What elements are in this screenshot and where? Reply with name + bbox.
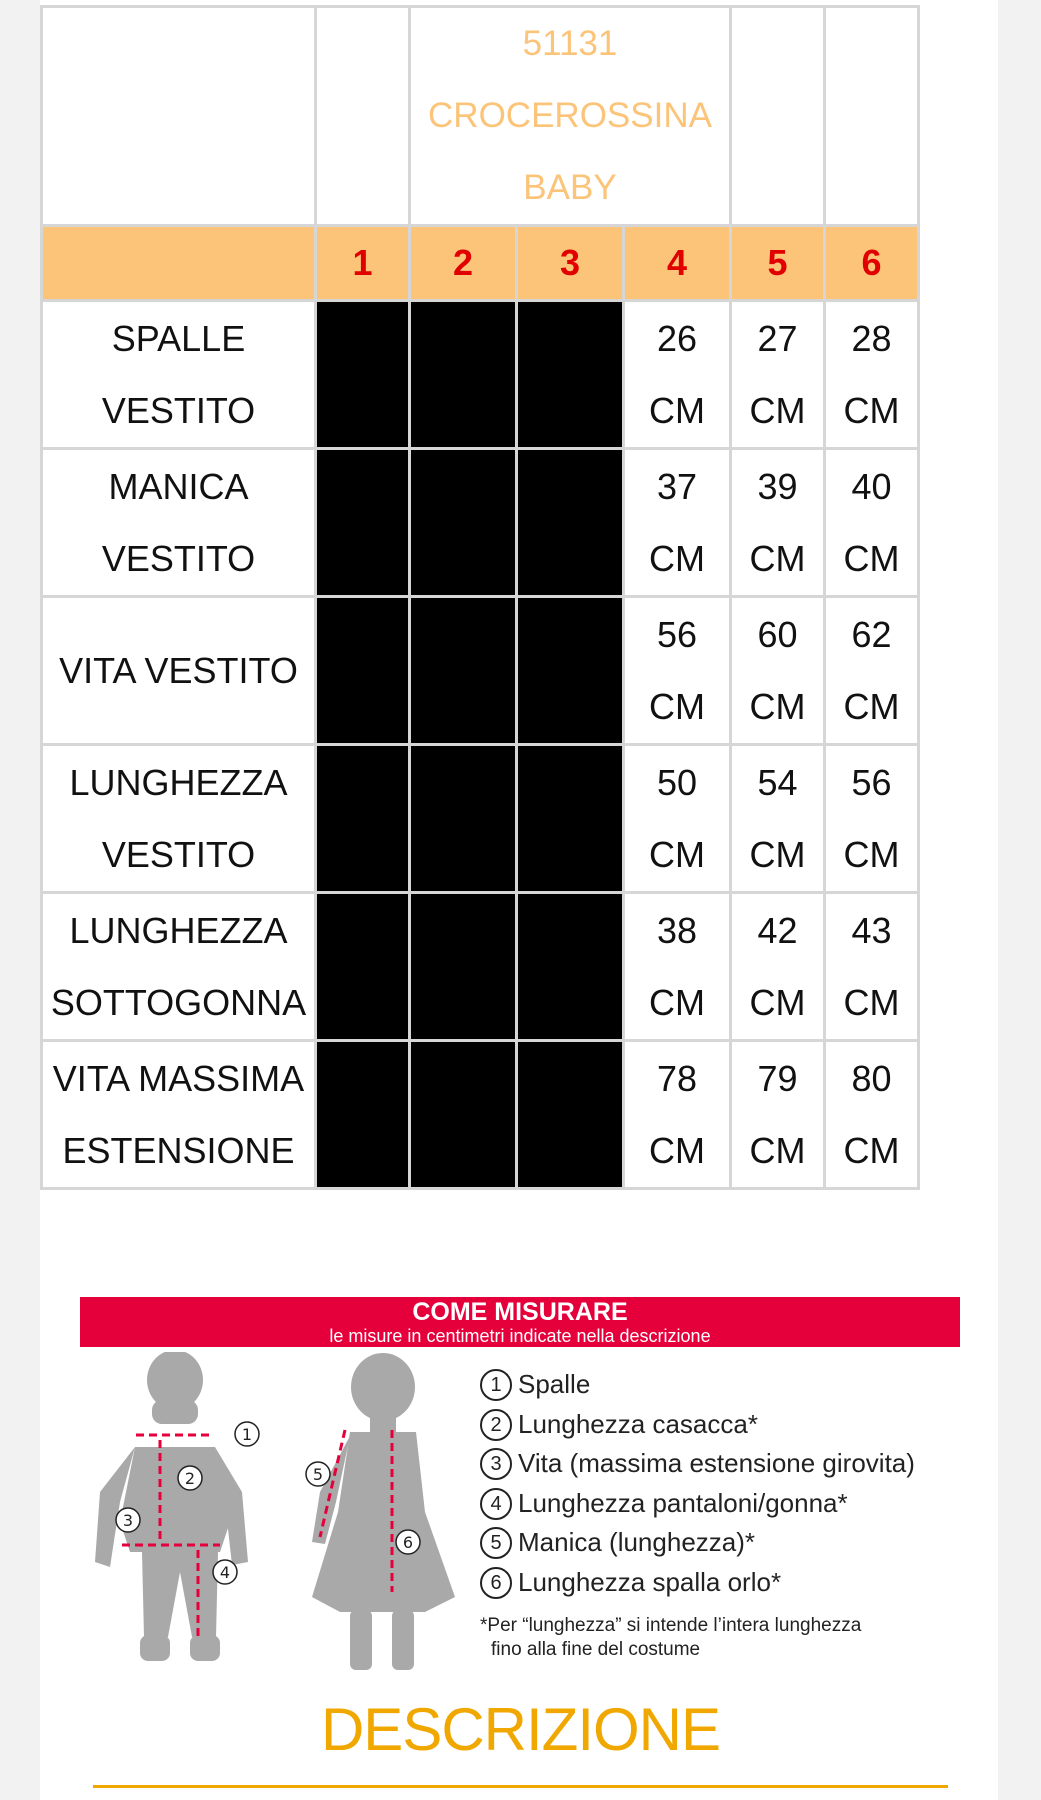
unavailable-cell (411, 302, 515, 447)
row-label: LUNGHEZZA VESTITO (43, 746, 314, 891)
table-row (43, 1042, 917, 1187)
legend-item: 4 Lunghezza pantaloni/gonna* (480, 1484, 960, 1524)
unavailable-cell (317, 450, 408, 595)
empty-header-cell (43, 8, 314, 224)
unavailable-cell (411, 894, 515, 1039)
value-cell: 60 CM (732, 598, 823, 743)
size-cell-3: 3 (518, 227, 622, 299)
row-label: SPALLE VESTITO (43, 302, 314, 447)
figure-marker-5 (306, 1462, 330, 1486)
empty-size-cell (43, 227, 314, 299)
value-cell: 27 CM (732, 302, 823, 447)
unavailable-cell (518, 746, 622, 891)
value-cell: 26 CM (625, 302, 729, 447)
size-table (40, 5, 920, 1190)
size-cell-4: 4 (625, 227, 729, 299)
unavailable-cell (317, 1042, 408, 1187)
row-label: MANICA VESTITO (43, 450, 314, 595)
banner-title: COME MISURARE (412, 1298, 628, 1326)
unavailable-cell (317, 894, 408, 1039)
row-label: LUNGHEZZA SOTTOGONNA (43, 894, 314, 1039)
how-to-measure-banner (80, 1297, 960, 1347)
product-name-line2: BABY (523, 168, 617, 207)
table-row (43, 894, 917, 1039)
girl-silhouette (312, 1353, 455, 1670)
value-cell: 38 CM (625, 894, 729, 1039)
length-note: *Per “lunghezza” si intende l’intera lunghezza fino alla fine del costume (480, 1615, 862, 1660)
size-numbers-row (43, 227, 917, 299)
legend-item: 1 Spalle (480, 1365, 960, 1405)
unavailable-cell (518, 302, 622, 447)
value-cell: 40 CM (826, 450, 917, 595)
unavailable-cell (518, 1042, 622, 1187)
figure-marker-1 (235, 1422, 259, 1446)
figure-marker-2 (178, 1466, 202, 1490)
value-cell: 37 CM (625, 450, 729, 595)
value-cell: 42 CM (732, 894, 823, 1039)
value-cell: 39 CM (732, 450, 823, 595)
description-underline (93, 1785, 948, 1788)
svg-text:4: 4 (219, 1563, 231, 1582)
measure-legend (480, 1365, 960, 1662)
empty-header-cell (826, 8, 917, 224)
unavailable-cell (411, 598, 515, 743)
size-cell-5: 5 (732, 227, 823, 299)
product-name-cell (411, 8, 729, 224)
product-header-row (43, 8, 917, 224)
figure-marker-6 (396, 1530, 420, 1554)
unavailable-cell (411, 1042, 515, 1187)
empty-header-cell (732, 8, 823, 224)
figure-marker-4 (213, 1560, 237, 1584)
legend-item: 2 Lunghezza casacca* (480, 1405, 960, 1445)
table-row (43, 302, 917, 447)
value-cell: 43 CM (826, 894, 917, 1039)
banner-subtitle: le misure in centimetri indicate nella descrizione (329, 1326, 711, 1346)
value-cell: 56 CM (826, 746, 917, 891)
product-code: 51131 (522, 24, 618, 63)
value-cell: 54 CM (732, 746, 823, 891)
legend-item: 6 Lunghezza spalla orlo* (480, 1563, 960, 1603)
value-cell: 50 CM (625, 746, 729, 891)
description-heading: DESCRIZIONE (320, 1696, 721, 1763)
svg-text:6: 6 (402, 1533, 414, 1552)
table-row (43, 598, 917, 743)
product-name-line1: CROCEROSSINA (428, 96, 712, 135)
size-cell-1: 1 (317, 227, 408, 299)
table-row (43, 450, 917, 595)
unavailable-cell (317, 746, 408, 891)
value-cell: 80 CM (826, 1042, 917, 1187)
row-label: VITA VESTITO (43, 598, 314, 743)
value-cell: 56 CM (625, 598, 729, 743)
row-label: VITA MASSIMA ESTENSIONE (43, 1042, 314, 1187)
how-to-measure-section (80, 1297, 960, 1687)
size-cell-2: 2 (411, 227, 515, 299)
legend-item: 3 Vita (massima estensione girovita) (480, 1444, 960, 1484)
unavailable-cell (317, 598, 408, 743)
svg-text:2: 2 (184, 1469, 196, 1488)
legend-item: 5 Manica (lunghezza)* (480, 1523, 960, 1563)
size-cell-6: 6 (826, 227, 917, 299)
unavailable-cell (317, 302, 408, 447)
svg-text:5: 5 (312, 1465, 324, 1484)
value-cell: 62 CM (826, 598, 917, 743)
empty-header-cell (317, 8, 408, 224)
value-cell: 28 CM (826, 302, 917, 447)
value-cell: 79 CM (732, 1042, 823, 1187)
unavailable-cell (411, 450, 515, 595)
unavailable-cell (518, 598, 622, 743)
unavailable-cell (518, 450, 622, 595)
value-cell: 78 CM (625, 1042, 729, 1187)
svg-text:1: 1 (241, 1425, 253, 1444)
unavailable-cell (518, 894, 622, 1039)
child-silhouette (95, 1352, 248, 1661)
unavailable-cell (411, 746, 515, 891)
figure-marker-3 (116, 1508, 140, 1532)
table-row (43, 746, 917, 891)
svg-text:3: 3 (122, 1511, 134, 1530)
